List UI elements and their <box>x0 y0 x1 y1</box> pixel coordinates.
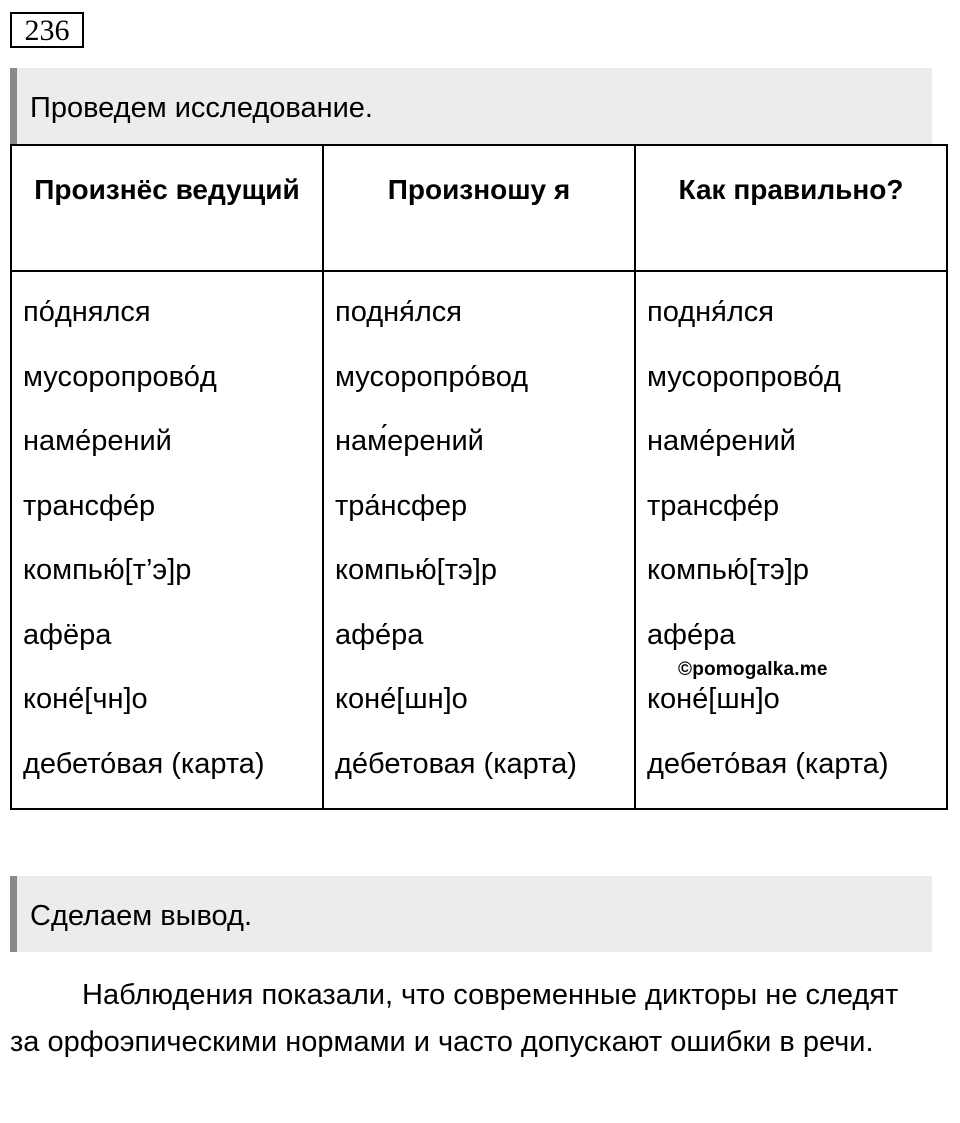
section-heading-research: Проведем исследование. <box>10 68 932 144</box>
word-cell: трансфе́р <box>23 489 156 522</box>
table-row <box>11 271 947 809</box>
word-cell: наме́рений <box>647 425 796 457</box>
word-cell: компью́[тэ]р <box>335 554 497 586</box>
header-me: Произношу я <box>323 145 635 271</box>
word-cell: нам́ерений <box>335 425 484 457</box>
word-cell: коне́[чн]о <box>23 683 148 715</box>
word-cell: мусоропрово́д <box>23 360 217 393</box>
table-header-row <box>11 145 947 271</box>
task-number: 236 <box>10 12 84 48</box>
word-cell: мусоропрово́д <box>647 360 841 393</box>
word-cell: афе́ра <box>335 618 424 651</box>
word-cell: тра́нсфер <box>335 489 468 522</box>
word-cell: компью́[тэ]р <box>647 554 809 586</box>
word-cell: наме́рений <box>23 425 172 457</box>
header-announcer: Произнёс ведущий <box>11 145 323 271</box>
column-me <box>323 271 635 809</box>
research-table <box>10 144 948 810</box>
header-correct: Как правильно? <box>635 145 947 271</box>
word-cell: коне́[шн]о <box>335 683 468 715</box>
section-heading-conclusion: Сделаем вывод. <box>10 876 932 952</box>
word-cell: де́бетовая (карта) <box>335 747 577 780</box>
column-announcer <box>11 271 323 809</box>
word-cell: афе́ра <box>647 618 736 651</box>
word-cell: трансфе́р <box>647 489 780 522</box>
word-cell: подня́лся <box>647 296 774 328</box>
word-cell: дебето́вая (карта) <box>647 747 889 780</box>
word-cell: дебето́вая (карта) <box>23 747 265 780</box>
column-correct <box>635 271 947 809</box>
word-cell: по́днялся <box>23 296 151 328</box>
word-cell: коне́[шн]о <box>647 683 780 715</box>
watermark: ©pomogalka.me <box>678 659 828 680</box>
word-cell: подня́лся <box>335 296 462 328</box>
word-cell: афёра <box>23 618 112 651</box>
word-cell: мусоропро́вод <box>335 360 529 393</box>
conclusion-paragraph: Наблюдения показали, что современные дикторы не следят за орфоэпическими нормами и часто допускают ошибки в речи. <box>10 979 899 1058</box>
word-cell: компью́[т’э]р <box>23 554 192 586</box>
